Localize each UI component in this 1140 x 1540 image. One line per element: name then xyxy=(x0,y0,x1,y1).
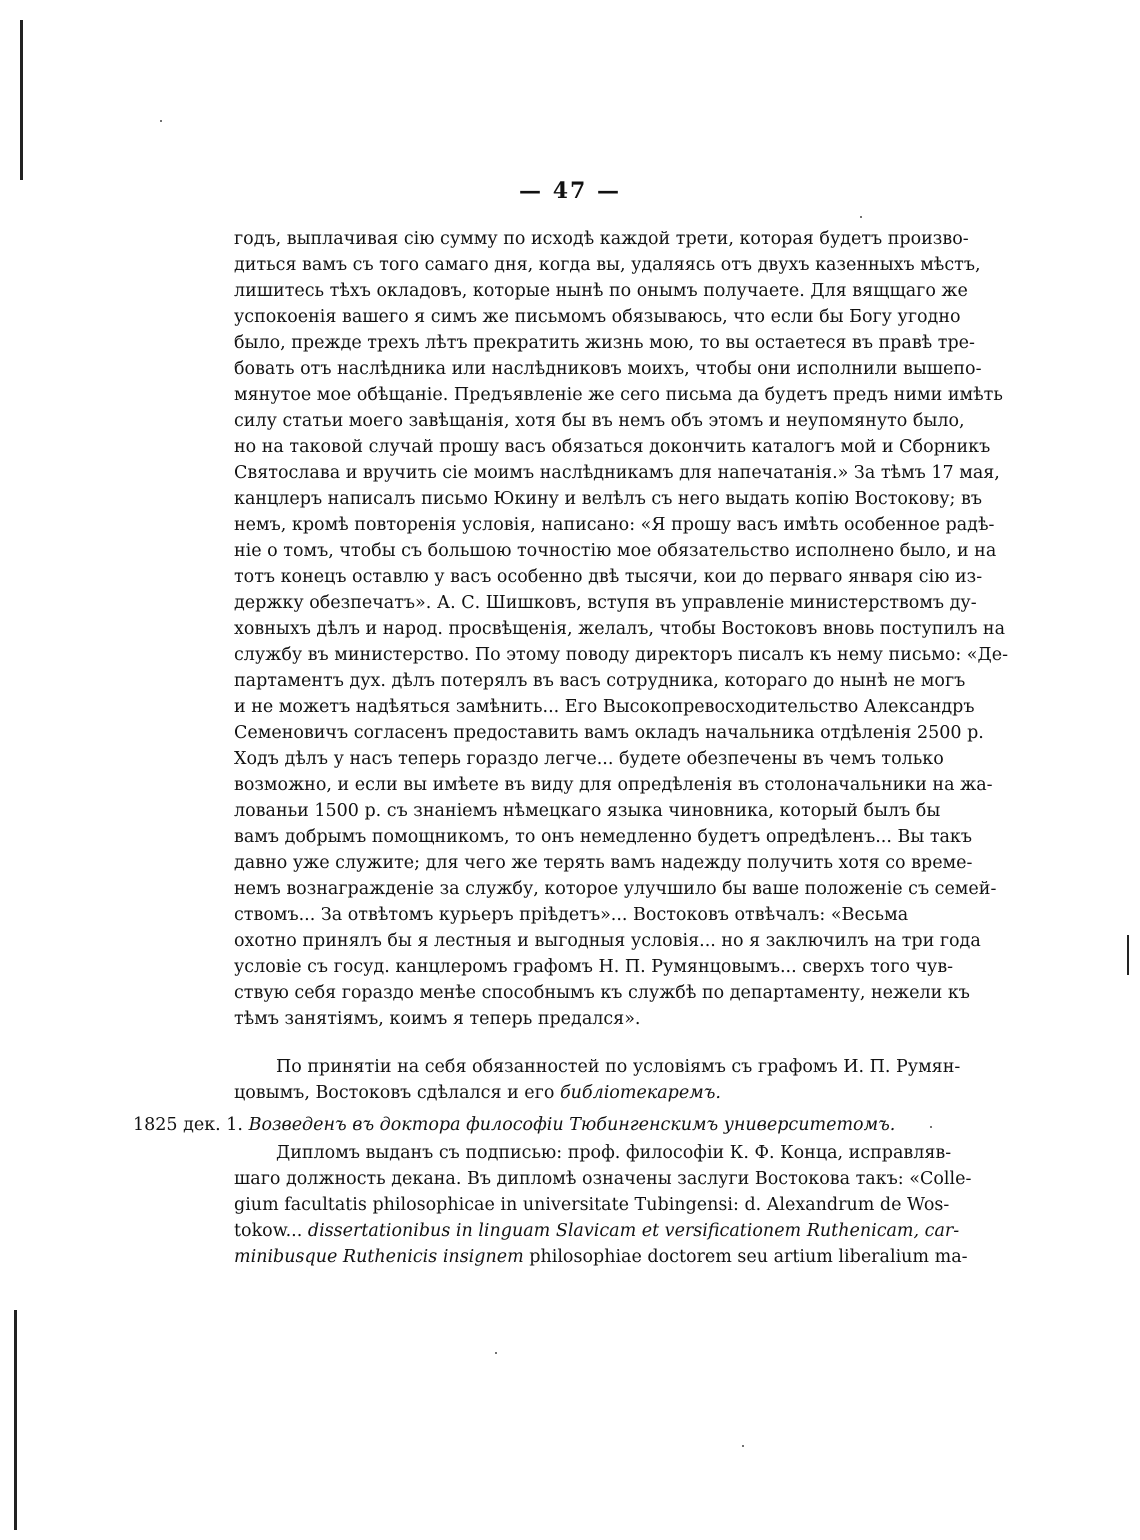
paragraph-line: диться вамъ съ того самаго дня, когда вы, удаляясь отъ двухъ казенныхъ мѣстъ, xyxy=(234,255,981,275)
paragraph-italic-text: dissertationibus in linguam Slavicam et versificationem Ruthenicam, car- xyxy=(307,1221,960,1241)
paragraph-text: цовымъ, Востоковъ сдѣлался и его xyxy=(234,1083,560,1103)
paragraph-text: tokow... xyxy=(234,1221,308,1241)
paragraph-line: охотно принялъ бы я лестныя и выгодныя условія... но я заключилъ на три года xyxy=(234,931,981,951)
entry-date: 1825 дек. 1. xyxy=(133,1115,243,1135)
scan-edge-mark-top xyxy=(20,20,23,180)
paragraph-line: держку обезпечатъ». А. С. Шишковъ, вступя въ управленіе министерствомъ ду- xyxy=(234,593,977,613)
chronicle-entry xyxy=(133,1112,896,1138)
paragraph-line: ніе о томъ, чтобы съ большою точностію мое обязательство исполнено было, и на xyxy=(234,541,997,561)
paragraph-text: philosophiae doctorem seu artium liberalium ma- xyxy=(523,1247,968,1267)
paragraph-line: лованьи 1500 р. съ знаніемъ нѣмецкаго языка чиновника, который былъ бы xyxy=(234,801,941,821)
paragraph-line: службу въ министерство. По этому поводу директоръ писалъ къ нему письмо: «Де- xyxy=(234,645,1008,665)
scan-edge-mark-right xyxy=(1127,935,1129,975)
paragraph-line: возможно, и если вы имѣете въ виду для опредѣленія въ столоначальники на жа- xyxy=(234,775,993,795)
paragraph-line: По принятіи на себя обязанностей по условіямъ съ графомъ И. П. Румян- xyxy=(276,1057,961,1077)
paragraph-line: Семеновичъ согласенъ предоставить вамъ окладъ начальника отдѣленія 2500 р. xyxy=(234,723,984,743)
scan-speck xyxy=(160,120,162,122)
scan-edge-mark-bottom xyxy=(14,1310,17,1530)
paragraph-line xyxy=(234,1080,898,1106)
scan-speck xyxy=(742,1445,744,1447)
paragraph-line: gium facultatis philosophicae in universitate Tubingensi: d. Alexandrum de Wos- xyxy=(234,1195,950,1215)
paragraph-line: ствомъ... За отвѣтомъ курьеръ пріѣдетъ»... Востоковъ отвѣчалъ: «Весьма xyxy=(234,905,909,925)
paragraph-line: Дипломъ выданъ съ подписью: проф. философіи К. Ф. Конца, исправляв- xyxy=(276,1143,952,1163)
paragraph-line: и не можетъ надѣяться замѣнить... Его Высокопревосходительство Александръ xyxy=(234,697,975,717)
paragraph-line xyxy=(234,1244,968,1270)
paragraph-line: тотъ конецъ оставлю у васъ особенно двѣ тысячи, кои до перваго января сію из- xyxy=(234,567,983,587)
paragraph-line: было, прежде трехъ лѣтъ прекратить жизнь мою, то вы остаетеся въ правѣ тре- xyxy=(234,333,975,353)
paragraph-line: немъ, кромѣ повторенія условія, написано: «Я прошу васъ имѣть особенное радѣ- xyxy=(234,515,995,535)
paragraph-line: давно уже служите; для чего же терять вамъ надежду получить хотя со време- xyxy=(234,853,973,873)
paragraph-line: мянутое мое обѣщаніе. Предъявленіе же сего письма да будетъ предъ ними имѣть xyxy=(234,385,1003,405)
paragraph-italic-text: minibusque Ruthenicis insignem xyxy=(234,1247,524,1267)
paragraph-line: тѣмъ занятіямъ, коимъ я теперь предался». xyxy=(234,1009,641,1029)
paragraph-line: вамъ добрымъ помощникомъ, то онъ немедленно будетъ опредѣленъ... Вы такъ xyxy=(234,827,972,847)
paragraph-line: силу статьи моего завѣщанія, хотя бы въ немъ объ этомъ и неупомянуто было, xyxy=(234,411,965,431)
paragraph-line: успокоенія вашего я симъ же письмомъ обязываюсь, что если бы Богу угодно xyxy=(234,307,961,327)
paragraph-line: ствую себя гораздо менѣе способнымъ къ службѣ по департаменту, нежели къ xyxy=(234,983,970,1003)
paragraph-line: но на таковой случай прошу васъ обязаться докончить каталогъ мой и Сборникъ xyxy=(234,437,991,457)
page-number: — 47 — xyxy=(519,178,621,204)
paragraph-line xyxy=(234,1218,960,1244)
scan-speck xyxy=(495,1352,497,1354)
paragraph-line: канцлеръ написалъ письмо Юкину и велѣлъ съ него выдать копію Востокову; въ xyxy=(234,489,982,509)
paragraph-line: шаго должность декана. Въ дипломѣ означены заслуги Востокова такъ: «Colle- xyxy=(234,1169,972,1189)
paragraph-line: лишитесь тѣхъ окладовъ, которые нынѣ по онымъ получаете. Для вящщаго же xyxy=(234,281,968,301)
paragraph-line: годъ, выплачивая сію сумму по исходѣ каждой трети, которая будетъ произво- xyxy=(234,229,969,249)
scan-speck xyxy=(930,1126,932,1128)
paragraph-line: Святослава и вручить сіе моимъ наслѣдникамъ для напечатанія.» За тѣмъ 17 мая, xyxy=(234,463,1000,483)
paragraph-line: бовать отъ наслѣдника или наслѣдниковъ моихъ, чтобы они исполнили вышепо- xyxy=(234,359,982,379)
paragraph-line: партаментъ дух. дѣлъ потерялъ въ васъ сотрудника, котораго до нынѣ не могъ xyxy=(234,671,966,691)
entry-text: Возведенъ въ доктора философіи Тюбингенскимъ университетомъ. xyxy=(248,1115,896,1135)
paragraph-line: немъ вознагражденіе за службу, которое улучшило бы ваше положеніе съ семей- xyxy=(234,879,997,899)
paragraph-line: ховныхъ дѣлъ и народ. просвѣщенія, желалъ, чтобы Востоковъ вновь поступилъ на xyxy=(234,619,1006,639)
scan-speck xyxy=(860,216,862,218)
paragraph-line: Ходъ дѣлъ у насъ теперь гораздо легче... будете обезпечены въ чемъ только xyxy=(234,749,944,769)
paragraph-line: условіе съ госуд. канцлеромъ графомъ Н. П. Румянцовымъ... сверхъ того чув- xyxy=(234,957,954,977)
paragraph-italic-text: библіотекаремъ. xyxy=(559,1083,721,1103)
